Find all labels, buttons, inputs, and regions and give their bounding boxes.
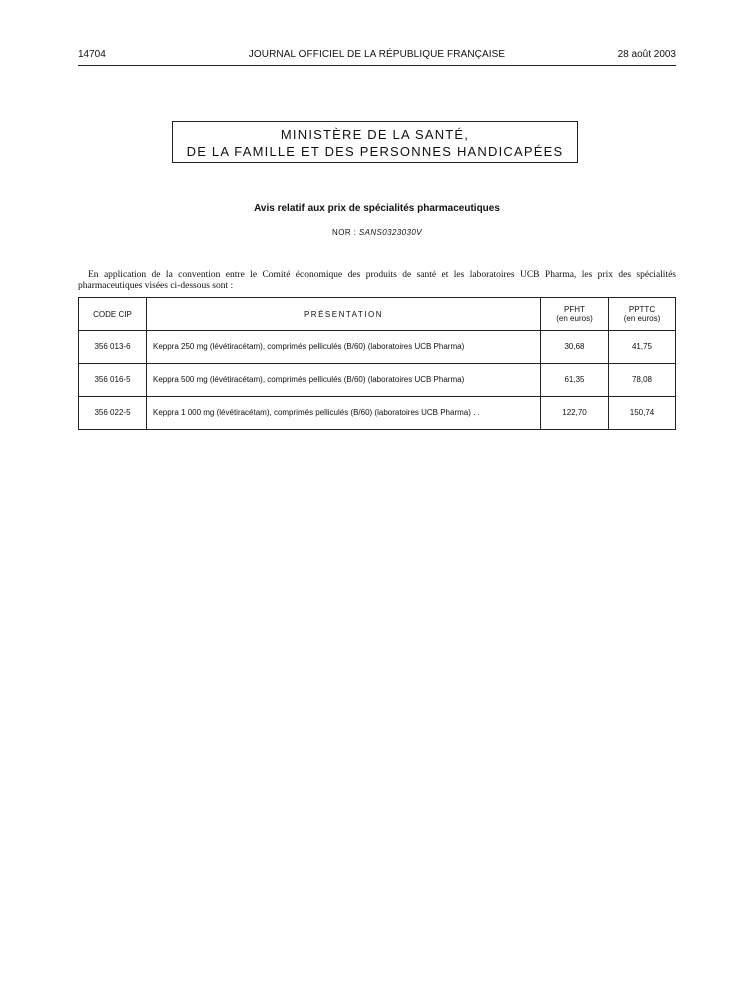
table-row [79, 364, 676, 397]
header-code-cip: CODE CIP [79, 298, 147, 331]
table-row [79, 397, 676, 430]
cell-presentation: Keppra 500 mg (lévétiracétam), comprimés pelliculés (B/60) (laboratoires UCB Pharma) [147, 364, 541, 397]
header-presentation: PRÉSENTATION [147, 298, 541, 331]
cell-pfht: 122,70 [541, 397, 609, 430]
cell-pfht: 30,68 [541, 331, 609, 364]
nor-code: SANS0323030V [358, 228, 422, 237]
header-ppttc-name: PPTTC [628, 305, 656, 314]
running-header [78, 47, 676, 66]
intro-paragraph: En application de la convention entre le Comité économique des produits de santé et les laboratoires UCB Pharma, les prix des spécialités pharmaceutiques visées ci-dessous sont : [78, 269, 676, 291]
cell-presentation: Keppra 250 mg (lévétiracétam), comprimés pelliculés (B/60) (laboratoires UCB Pharma) [147, 331, 541, 364]
cell-code-cip: 356 013-6 [79, 331, 147, 364]
header-pfht [541, 298, 609, 331]
price-table [78, 297, 676, 430]
ministry-box [172, 121, 578, 163]
header-pfht-name: PFHT [564, 305, 585, 314]
journal-title: JOURNAL OFFICIEL DE LA RÉPUBLIQUE FRANÇAISE [248, 49, 506, 60]
cell-ppttc: 41,75 [609, 331, 676, 364]
header-ppttc-unit: (en euros) [623, 314, 661, 323]
page-number: 14704 [78, 49, 106, 60]
table-row [79, 331, 676, 364]
issue-date: 28 août 2003 [617, 49, 676, 60]
notice-title: Avis relatif aux prix de spécialités pharmaceutiques [254, 203, 500, 214]
cell-code-cip: 356 022-5 [79, 397, 147, 430]
cell-presentation: Keppra 1 000 mg (lévétiracétam), comprimés pelliculés (B/60) (laboratoires UCB Pharma) . . [147, 397, 541, 430]
ministry-name-line-2: DE LA FAMILLE ET DES PERSONNES HANDICAPÉES [186, 144, 564, 159]
nor-label: NOR : [332, 228, 357, 237]
header-pfht-unit: (en euros) [556, 314, 593, 323]
ministry-name-line-1: MINISTÈRE DE LA SANTÉ, [280, 127, 470, 142]
cell-ppttc: 150,74 [609, 397, 676, 430]
nor-reference [78, 227, 676, 239]
table-header-row [79, 298, 676, 331]
header-ppttc [609, 298, 676, 331]
cell-code-cip: 356 016-5 [79, 364, 147, 397]
cell-ppttc: 78,08 [609, 364, 676, 397]
cell-pfht: 61,35 [541, 364, 609, 397]
